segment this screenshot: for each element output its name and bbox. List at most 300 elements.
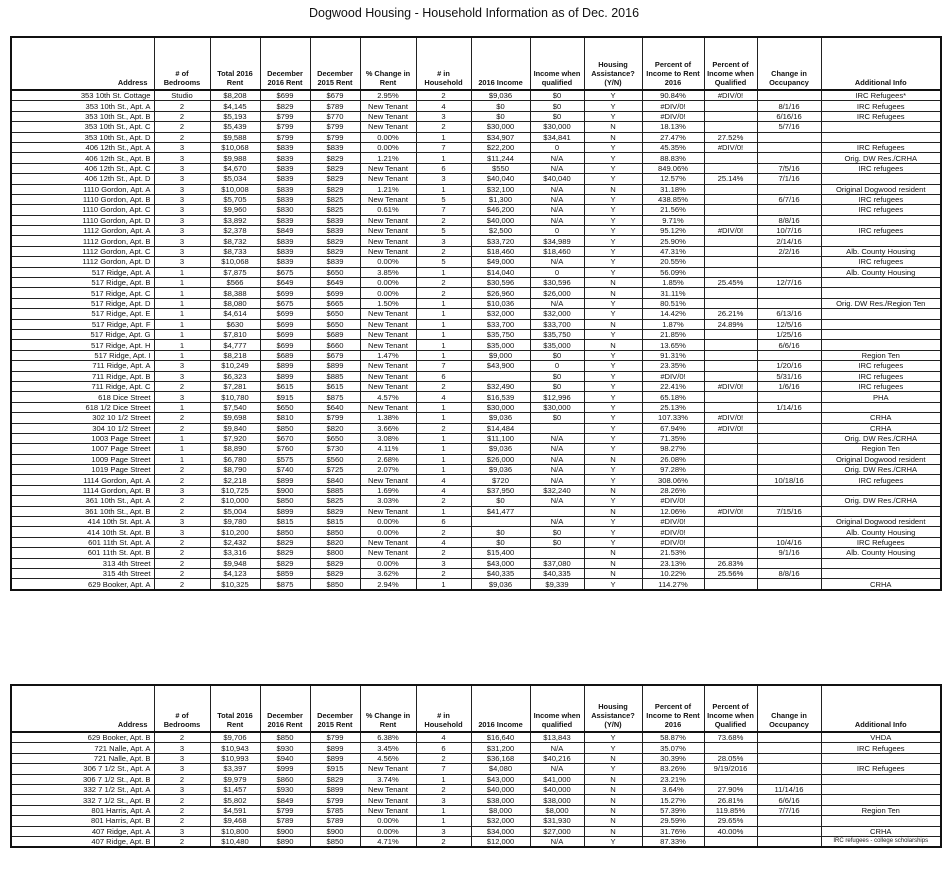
table-cell: Region Ten xyxy=(821,444,941,454)
table-row xyxy=(11,278,941,288)
table-cell: N/A xyxy=(530,163,584,173)
table-cell: $35,000 xyxy=(471,340,530,350)
table-cell: 1 xyxy=(154,267,210,277)
table-cell: 353 10th St., Apt. B xyxy=(11,111,154,121)
table-cell: 26.83% xyxy=(704,558,757,568)
table-cell: 353 10th St. Cottage xyxy=(11,90,154,101)
table-cell: $829 xyxy=(260,548,310,558)
table-cell: $689 xyxy=(260,350,310,360)
table-cell: 26.21% xyxy=(704,309,757,319)
table-cell: 67.94% xyxy=(642,423,704,433)
table-cell: $839 xyxy=(310,142,360,152)
table-cell: $899 xyxy=(260,475,310,485)
table-cell: N xyxy=(584,485,642,495)
table-cell: 1/20/16 xyxy=(757,361,821,371)
table-cell: $615 xyxy=(260,381,310,391)
table-cell: $11,244 xyxy=(471,153,530,163)
table-cell: N/A xyxy=(530,764,584,774)
table-cell: $789 xyxy=(310,101,360,111)
table-cell xyxy=(704,350,757,360)
table-cell: $699 xyxy=(260,288,310,298)
column-header: # of Bedrooms xyxy=(154,37,210,90)
table-cell: Alb. County Housing xyxy=(821,548,941,558)
table-cell: 8/8/16 xyxy=(757,215,821,225)
table-cell: $40,335 xyxy=(530,568,584,578)
table-cell xyxy=(530,506,584,516)
table-cell xyxy=(757,142,821,152)
table-row xyxy=(11,774,941,784)
table-cell: Y xyxy=(584,329,642,339)
table-cell: 1 xyxy=(154,329,210,339)
table-cell: 2 xyxy=(154,423,210,433)
table-cell: 3.66% xyxy=(360,423,416,433)
table-cell: 2 xyxy=(154,496,210,506)
table-cell: $829 xyxy=(310,558,360,568)
table-cell: $4,777 xyxy=(210,340,260,350)
table-cell: $7,875 xyxy=(210,267,260,277)
table-cell: 3 xyxy=(154,226,210,236)
table-cell: 3 xyxy=(154,184,210,194)
table-cell: 517 Ridge, Apt. I xyxy=(11,350,154,360)
table-cell: Y xyxy=(584,836,642,847)
table-cell: New Tenant xyxy=(360,174,416,184)
table-cell: N xyxy=(584,753,642,763)
table-cell: $11,100 xyxy=(471,433,530,443)
table-row xyxy=(11,506,941,516)
table-cell: $829 xyxy=(310,506,360,516)
table-cell: 361 10th St., Apt. B xyxy=(11,506,154,516)
table-row xyxy=(11,764,941,774)
table-cell: $43,000 xyxy=(471,558,530,568)
table-cell: 1009 Page Street xyxy=(11,454,154,464)
table-cell: CRHA xyxy=(821,423,941,433)
table-cell xyxy=(704,205,757,215)
table-cell: 31.76% xyxy=(642,826,704,836)
table-cell: 23.21% xyxy=(642,774,704,784)
table-cell: 4 xyxy=(416,101,471,111)
table-cell: $10,943 xyxy=(210,743,260,753)
table-cell: Y xyxy=(584,517,642,527)
table-cell xyxy=(757,836,821,847)
table-cell: New Tenant xyxy=(360,309,416,319)
table-cell: $900 xyxy=(260,826,310,836)
table-cell: $3,892 xyxy=(210,215,260,225)
table-cell: 1112 Gordon, Apt. C xyxy=(11,246,154,256)
table-cell xyxy=(704,371,757,381)
table-cell: New Tenant xyxy=(360,226,416,236)
table-cell: 15.27% xyxy=(642,795,704,805)
table-cell: $9,036 xyxy=(471,579,530,590)
table-cell: 4 xyxy=(416,537,471,547)
table-cell: 3 xyxy=(154,142,210,152)
table-cell: 1 xyxy=(416,132,471,142)
table-row xyxy=(11,537,941,547)
table-cell xyxy=(757,558,821,568)
table-row xyxy=(11,371,941,381)
table-cell: 28.26% xyxy=(642,485,704,495)
table-cell: $18,460 xyxy=(530,246,584,256)
table-cell xyxy=(757,826,821,836)
table-cell: 56.09% xyxy=(642,267,704,277)
table-cell: 3 xyxy=(416,795,471,805)
table-cell: 2 xyxy=(416,568,471,578)
table-cell: $4,591 xyxy=(210,805,260,815)
table-cell: $34,841 xyxy=(530,132,584,142)
table-cell: New Tenant xyxy=(360,329,416,339)
table-cell: $5,705 xyxy=(210,194,260,204)
table-cell: $850 xyxy=(310,579,360,590)
table-cell: $799 xyxy=(310,413,360,423)
table-cell: 407 Ridge, Apt. A xyxy=(11,826,154,836)
table-row xyxy=(11,444,941,454)
table-cell: New Tenant xyxy=(360,361,416,371)
table-cell xyxy=(821,485,941,495)
table-row xyxy=(11,826,941,836)
table-cell: 9.71% xyxy=(642,215,704,225)
table-cell: 35.07% xyxy=(642,743,704,753)
table-cell: Y xyxy=(584,579,642,590)
table-cell: IRC refugees xyxy=(821,194,941,204)
table-cell: $940 xyxy=(260,753,310,763)
table-cell: 80.51% xyxy=(642,298,704,308)
table-cell: Original Dogwood resident xyxy=(821,517,941,527)
table-cell: Y xyxy=(584,236,642,246)
table-cell: $0 xyxy=(471,537,530,547)
header-row xyxy=(11,37,941,90)
table-cell xyxy=(821,132,941,142)
table-cell: $785 xyxy=(310,805,360,815)
table-cell: Y xyxy=(584,101,642,111)
table-cell: $0 xyxy=(530,90,584,101)
table-cell: $9,036 xyxy=(471,413,530,423)
table-cell: $40,000 xyxy=(471,784,530,794)
table-row xyxy=(11,163,941,173)
table-cell: N/A xyxy=(530,836,584,847)
table-cell xyxy=(757,465,821,475)
column-header: 2016 Income xyxy=(471,37,530,90)
table-cell: Y xyxy=(584,174,642,184)
table-cell: 711 Ridge, Apt. B xyxy=(11,371,154,381)
table-cell: IRC refugees xyxy=(821,226,941,236)
table-cell: 7/5/16 xyxy=(757,163,821,173)
table-cell: $2,432 xyxy=(210,537,260,547)
table-cell: 13.65% xyxy=(642,340,704,350)
table-cell: $829 xyxy=(310,153,360,163)
table-cell: 414 10th St. Apt. B xyxy=(11,527,154,537)
table-cell: $725 xyxy=(310,465,360,475)
table-cell: 601 11th St. Apt. B xyxy=(11,548,154,558)
table-cell: 1 xyxy=(154,433,210,443)
table-cell: 3 xyxy=(154,371,210,381)
table-cell: 721 Nalle, Apt. A xyxy=(11,743,154,753)
table-cell: $930 xyxy=(260,743,310,753)
table-cell: N xyxy=(584,568,642,578)
table-cell: 1 xyxy=(416,465,471,475)
table-cell: $899 xyxy=(310,361,360,371)
table-cell: $829 xyxy=(260,101,310,111)
column-header: # of Bedrooms xyxy=(154,685,210,732)
table-cell: 14.42% xyxy=(642,309,704,319)
table-cell: Y xyxy=(584,402,642,412)
page-title: Dogwood Housing - Household Information as of Dec. 2016 xyxy=(308,6,640,20)
table-cell xyxy=(757,153,821,163)
table-cell: Y xyxy=(584,444,642,454)
table-cell: 2 xyxy=(154,122,210,132)
table-cell: $829 xyxy=(310,774,360,784)
table-cell: N xyxy=(584,184,642,194)
table-cell: 1.50% xyxy=(360,298,416,308)
table-cell: $8,388 xyxy=(210,288,260,298)
table-cell xyxy=(757,205,821,215)
table-cell: $730 xyxy=(310,444,360,454)
table-cell: 5 xyxy=(416,257,471,267)
table-cell: $829 xyxy=(260,558,310,568)
table-cell: $799 xyxy=(260,111,310,121)
table-cell: 1110 Gordon, Apt. A xyxy=(11,184,154,194)
table-cell: N xyxy=(584,340,642,350)
table-cell: Y xyxy=(584,743,642,753)
table-cell: $33,720 xyxy=(471,236,530,246)
table-cell: $699 xyxy=(260,309,310,319)
table-cell: 8/8/16 xyxy=(757,568,821,578)
table-cell: 618 Dice Street xyxy=(11,392,154,402)
table-cell: 601 11th St. Apt. A xyxy=(11,537,154,547)
table-cell: 5/31/16 xyxy=(757,371,821,381)
table-cell: 1 xyxy=(154,309,210,319)
table-cell: 2 xyxy=(154,579,210,590)
table-cell: N xyxy=(584,774,642,784)
table-cell: 71.35% xyxy=(642,433,704,443)
table-cell: 1003 Page Street xyxy=(11,433,154,443)
table-cell: Orig. DW Res./CRHA xyxy=(821,465,941,475)
table-cell: 517 Ridge, Apt. A xyxy=(11,267,154,277)
table-cell: $0 xyxy=(530,101,584,111)
table-cell: $10,008 xyxy=(210,184,260,194)
column-header: 2016 Income xyxy=(471,685,530,732)
table-cell: 1 xyxy=(416,298,471,308)
table-cell: 3 xyxy=(154,153,210,163)
table-cell: Y xyxy=(584,142,642,152)
table-cell: 3 xyxy=(154,764,210,774)
table-cell: 20.55% xyxy=(642,257,704,267)
table-cell: 6 xyxy=(416,371,471,381)
table-cell: $30,000 xyxy=(530,402,584,412)
table-cell: $649 xyxy=(310,278,360,288)
table-cell: $41,000 xyxy=(530,774,584,784)
table-cell: #DIV/0! xyxy=(704,423,757,433)
table-cell: $37,080 xyxy=(530,558,584,568)
table-cell: N/A xyxy=(530,465,584,475)
table-cell: 3 xyxy=(416,174,471,184)
table-cell: 2 xyxy=(416,90,471,101)
table-cell: $26,000 xyxy=(471,454,530,464)
table-cell: 6 xyxy=(416,163,471,173)
table-cell: $839 xyxy=(260,236,310,246)
table-cell: 1 xyxy=(416,774,471,784)
table-row xyxy=(11,142,941,152)
table-cell: 0.00% xyxy=(360,142,416,152)
table-cell xyxy=(757,527,821,537)
table-cell: $650 xyxy=(310,267,360,277)
table-cell xyxy=(821,278,941,288)
table-cell: $799 xyxy=(260,122,310,132)
table-cell: 1 xyxy=(416,413,471,423)
table-cell: 2 xyxy=(154,795,210,805)
table-cell: 711 Ridge, Apt. A xyxy=(11,361,154,371)
table-cell: $6,780 xyxy=(210,454,260,464)
table-cell: 7/1/16 xyxy=(757,174,821,184)
table-cell: 2 xyxy=(154,732,210,743)
table-cell: 29.59% xyxy=(642,816,704,826)
table-cell: 10/4/16 xyxy=(757,537,821,547)
table-cell: $3,397 xyxy=(210,764,260,774)
table-row xyxy=(11,381,941,391)
table-cell: Y xyxy=(584,226,642,236)
table-cell: 517 Ridge, Apt. H xyxy=(11,340,154,350)
table-cell xyxy=(757,816,821,826)
table-cell: Original Dogwood resident xyxy=(821,184,941,194)
table-cell: $35,750 xyxy=(530,329,584,339)
table-cell: 1 xyxy=(416,506,471,516)
table-cell: $40,000 xyxy=(530,784,584,794)
table-cell xyxy=(821,753,941,763)
table-cell: N/A xyxy=(530,184,584,194)
table-cell: 353 10th St., Apt. C xyxy=(11,122,154,132)
table-cell xyxy=(704,153,757,163)
table-cell: N xyxy=(584,122,642,132)
table-cell: N xyxy=(584,795,642,805)
table-cell: 30.39% xyxy=(642,753,704,763)
table-cell xyxy=(757,743,821,753)
header-row xyxy=(11,685,941,732)
table-cell: New Tenant xyxy=(360,537,416,547)
table-cell: #DIV/0! xyxy=(704,226,757,236)
table-cell: $0 xyxy=(471,111,530,121)
table-cell: $640 xyxy=(310,402,360,412)
table-cell: $679 xyxy=(310,90,360,101)
table-cell: 7 xyxy=(416,764,471,774)
table-cell: 2 xyxy=(416,836,471,847)
table-cell: New Tenant xyxy=(360,319,416,329)
table-cell: $6,323 xyxy=(210,371,260,381)
table-cell: 11/14/16 xyxy=(757,784,821,794)
table-cell xyxy=(471,517,530,527)
table-cell: $32,000 xyxy=(530,309,584,319)
table-cell: 4 xyxy=(416,392,471,402)
table-cell: New Tenant xyxy=(360,805,416,815)
table-cell: $899 xyxy=(260,506,310,516)
table-cell xyxy=(704,184,757,194)
table-cell: 9/19/2016 xyxy=(704,764,757,774)
table-cell: 3 xyxy=(154,753,210,763)
table-cell: 23.13% xyxy=(642,558,704,568)
table-cell: 2/14/16 xyxy=(757,236,821,246)
table-cell: $8,218 xyxy=(210,350,260,360)
table-cell: #DIV/0! xyxy=(642,517,704,527)
table-cell: $615 xyxy=(310,381,360,391)
table-cell xyxy=(757,454,821,464)
table-cell: Orig. DW Res./CRHA xyxy=(821,433,941,443)
table-cell: 7/15/16 xyxy=(757,506,821,516)
table-cell: New Tenant xyxy=(360,122,416,132)
table-cell: 0 xyxy=(530,267,584,277)
table-cell: CRHA xyxy=(821,413,941,423)
table-cell: $5,439 xyxy=(210,122,260,132)
table-cell: $10,036 xyxy=(471,298,530,308)
table-cell: $4,145 xyxy=(210,101,260,111)
table-cell: $5,193 xyxy=(210,111,260,121)
table-row xyxy=(11,475,941,485)
table-cell xyxy=(821,122,941,132)
table-cell: 2 xyxy=(154,381,210,391)
table-cell: Orig. DW Res./Region Ten xyxy=(821,298,941,308)
table-cell: $49,000 xyxy=(471,257,530,267)
table-cell: $829 xyxy=(310,568,360,578)
table-cell: 2.94% xyxy=(360,579,416,590)
table-cell: $18,460 xyxy=(471,246,530,256)
table-cell: 3.64% xyxy=(642,784,704,794)
table-cell: 4 xyxy=(416,732,471,743)
table-cell xyxy=(704,465,757,475)
table-cell: IRC refugees xyxy=(821,361,941,371)
table-cell: 332 7 1/2 St., Apt. A xyxy=(11,784,154,794)
table-cell: 306 7 1/2 St., Apt. A xyxy=(11,764,154,774)
table-cell: 0.00% xyxy=(360,826,416,836)
table-cell: 1.85% xyxy=(642,278,704,288)
table-cell: $10,249 xyxy=(210,361,260,371)
table-cell: $825 xyxy=(310,496,360,506)
table-cell xyxy=(821,329,941,339)
table-row xyxy=(11,548,941,558)
table-cell: 5 xyxy=(416,226,471,236)
table-cell: 23.35% xyxy=(642,361,704,371)
table-cell: $40,216 xyxy=(530,753,584,763)
table-row xyxy=(11,485,941,495)
table-cell: New Tenant xyxy=(360,381,416,391)
table-cell: 18.13% xyxy=(642,122,704,132)
table-cell: $33,700 xyxy=(530,319,584,329)
table-cell: $839 xyxy=(310,257,360,267)
table-cell: 0.61% xyxy=(360,205,416,215)
table-cell: New Tenant xyxy=(360,475,416,485)
table-row xyxy=(11,132,941,142)
table-cell: $699 xyxy=(310,288,360,298)
table-cell: 313 4th Street xyxy=(11,558,154,568)
table-cell: Y xyxy=(584,527,642,537)
table-cell: N xyxy=(584,784,642,794)
table-cell: $839 xyxy=(260,142,310,152)
table-cell: 10.22% xyxy=(642,568,704,578)
table-cell: IRC Refugees* xyxy=(821,90,941,101)
table-cell: IRC Refugees xyxy=(821,743,941,753)
table-cell: $32,240 xyxy=(530,485,584,495)
table-row xyxy=(11,215,941,225)
table-cell: 0.00% xyxy=(360,558,416,568)
table-cell xyxy=(704,454,757,464)
table-cell xyxy=(704,194,757,204)
table-cell: 1 xyxy=(154,454,210,464)
table-cell: 1 xyxy=(154,288,210,298)
table-cell: N xyxy=(584,548,642,558)
table-cell: New Tenant xyxy=(360,402,416,412)
table-cell: Y xyxy=(584,153,642,163)
table-cell: $850 xyxy=(310,527,360,537)
table-cell xyxy=(821,568,941,578)
column-header: December 2015 Rent xyxy=(310,685,360,732)
table-row xyxy=(11,122,941,132)
table-cell: 414 10th St. Apt. A xyxy=(11,517,154,527)
table-cell: Original Dogwood resident xyxy=(821,454,941,464)
